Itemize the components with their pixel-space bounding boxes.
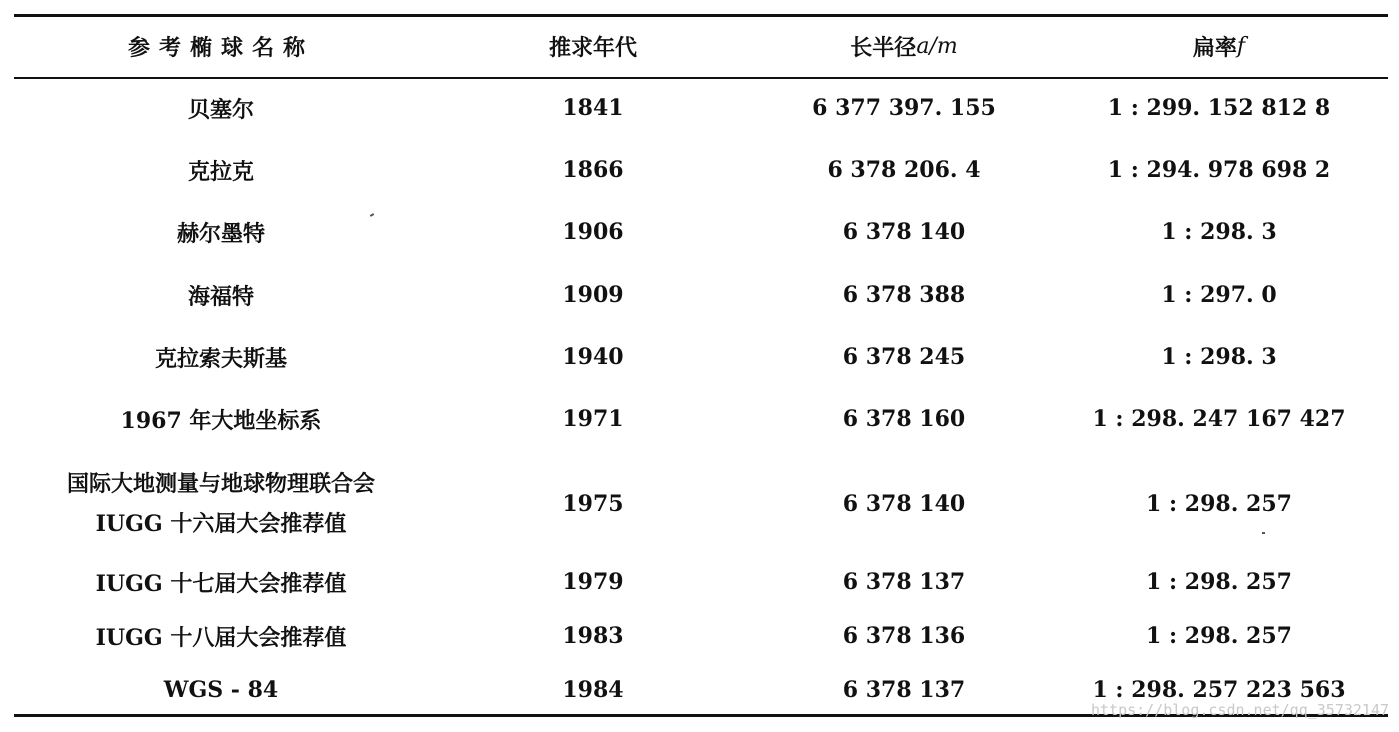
cell-flattening: 1 : 298. 257: [1146, 623, 1292, 649]
cell-flattening: 1 : 298. 3: [1161, 219, 1277, 245]
cell-semi-major-axis: 6 378 245: [842, 344, 966, 370]
cell-ellipsoid-name: 克拉克: [187, 158, 254, 185]
table-row: [14, 616, 1388, 656]
cell-semi-major-axis: 6 378 160: [842, 406, 966, 432]
cell-semi-major-axis: 6 377 397. 155: [812, 95, 996, 121]
table-row: [14, 88, 1388, 128]
cell-ellipsoid-name: 克拉索夫斯基: [154, 345, 287, 372]
cell-year: 1983: [562, 623, 624, 649]
cell-year: 1940: [562, 344, 624, 370]
cell-ellipsoid-name: IUGG 十七届大会推荐值: [95, 570, 347, 597]
scan-speck: [1262, 532, 1265, 534]
header-semi-major-axis: [758, 26, 1050, 66]
cell-year: 1971: [562, 406, 624, 432]
cell-ellipsoid-name-line2: IUGG 十六届大会推荐值: [95, 511, 347, 537]
cell-year: 1866: [562, 157, 624, 183]
table-header-row: [14, 26, 1388, 66]
cell-semi-major-axis: 6 378 388: [842, 282, 966, 308]
cell-year: 1841: [562, 95, 624, 121]
header-year: 推求年代: [548, 34, 637, 61]
table-row: [14, 399, 1388, 439]
cell-ellipsoid-name: 赫尔墨特: [176, 220, 265, 247]
table-row: [14, 562, 1388, 602]
cell-flattening: 1 : 299. 152 812 8: [1107, 95, 1331, 121]
cell-year: 1984: [562, 677, 624, 703]
cell-flattening: 1 : 294. 978 698 2: [1107, 157, 1331, 183]
cell-year: 1975: [562, 491, 624, 517]
table-row: [14, 462, 1388, 546]
cell-year: 1906: [562, 219, 624, 245]
cell-ellipsoid-name: 1967 年大地坐标系: [120, 407, 322, 434]
cell-ellipsoid-name-line1: 国际大地测量与地球物理联合会: [66, 471, 375, 497]
cell-semi-major-axis: 6 378 136: [842, 623, 966, 649]
table-row: [14, 212, 1388, 252]
cell-ellipsoid-name: 贝塞尔: [187, 96, 254, 123]
cell-flattening: 1 : 298. 257 223 563: [1092, 677, 1346, 703]
cell-semi-major-axis: 6 378 206. 4: [827, 157, 981, 183]
cell-flattening: 1 : 298. 247 167 427: [1092, 406, 1346, 432]
table-row: [14, 275, 1388, 315]
cell-semi-major-axis: 6 378 137: [842, 569, 966, 595]
header-flattening-symbol: f: [1236, 33, 1246, 59]
cell-semi-major-axis: 6 378 140: [842, 491, 966, 517]
table-row: [14, 337, 1388, 377]
cell-year: 1979: [562, 569, 624, 595]
cell-flattening: 1 : 298. 257: [1146, 569, 1292, 595]
cell-ellipsoid-name: IUGG 十八届大会推荐值: [95, 624, 347, 651]
header-ellipsoid-name: 参考椭球名称: [127, 34, 314, 61]
table-row: [14, 150, 1388, 190]
cell-ellipsoid-name: [14, 462, 428, 546]
cell-semi-major-axis: 6 378 137: [842, 677, 966, 703]
header-axis-unit: a/m: [916, 33, 958, 59]
cell-year: 1909: [562, 282, 624, 308]
header-flattening-label: 扁率: [1192, 34, 1237, 61]
watermark-url: https://blog.csdn.net/qq_35732147: [1090, 701, 1389, 719]
cell-flattening: 1 : 297. 0: [1161, 282, 1277, 308]
cell-ellipsoid-name: WGS - 84: [163, 677, 279, 703]
header-axis-label: 长半径: [850, 34, 917, 61]
header-flattening: [1050, 26, 1388, 66]
cell-ellipsoid-name: 海福特: [187, 283, 254, 310]
table-header-rule: [14, 77, 1388, 79]
cell-flattening: 1 : 298. 3: [1161, 344, 1277, 370]
cell-flattening: 1 : 298. 257: [1146, 491, 1292, 517]
cell-semi-major-axis: 6 378 140: [842, 219, 966, 245]
table-top-rule: [14, 14, 1388, 17]
